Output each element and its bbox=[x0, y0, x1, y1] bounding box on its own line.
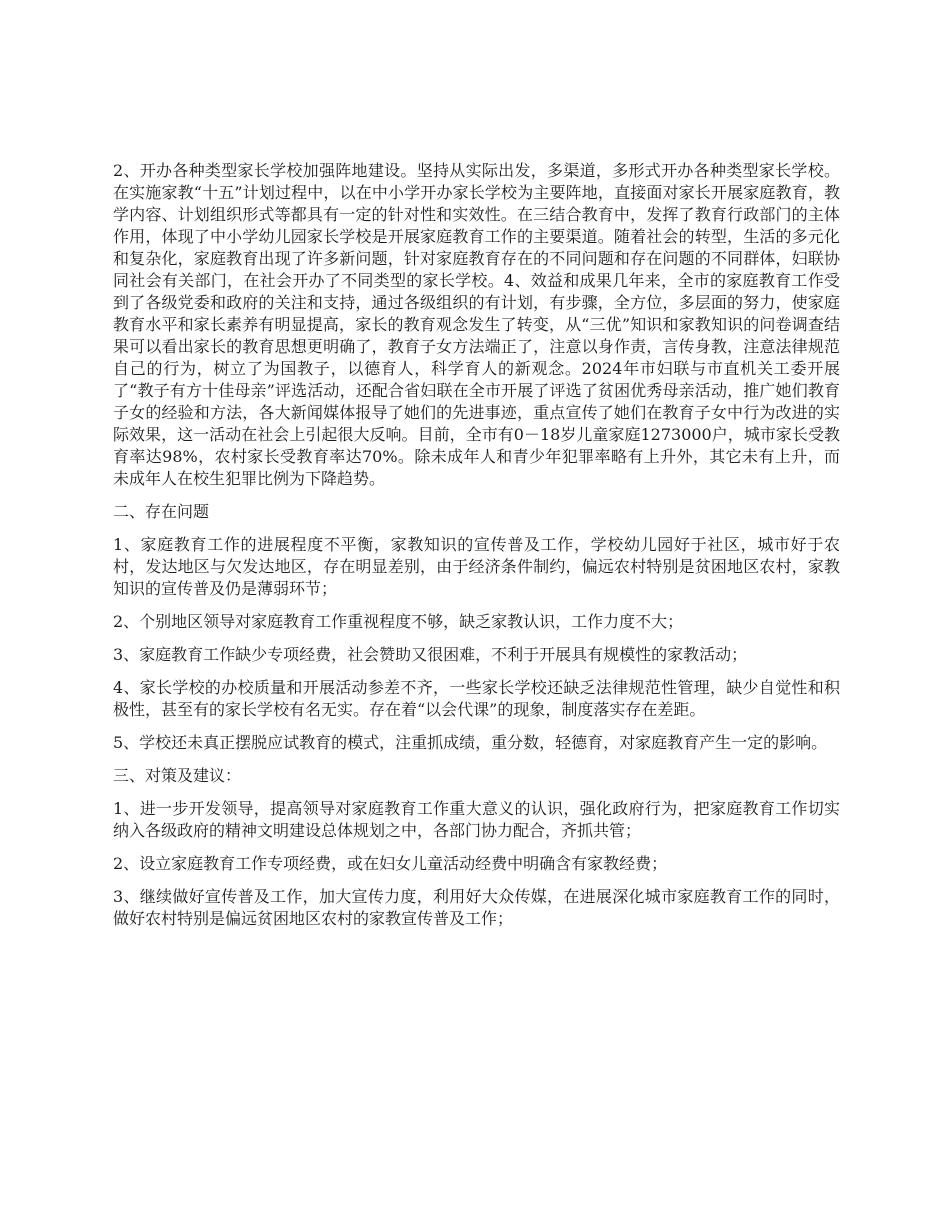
paragraph-problem-3: 3、家庭教育工作缺少专项经费，社会赞助又很困难，不利于开展具有规模性的家教活动； bbox=[113, 645, 748, 664]
paragraph-problem-2: 2、个别地区领导对家庭教育工作重视程度不够，缺乏家教认识，工作力度不大； bbox=[113, 612, 684, 631]
paragraph-parent-school-construction: 2、开办各种类型家长学校加强阵地建设。坚持从实际出发，多渠道，多形式开办各种类型家长学校。在实施家教“十五”计划过程中，以在中小学开办家长学校为主要阵地，直接面对家长开展家庭教育，教学内容、计划组织形式等都具有一定的针对性和实效性。在三结合教育中，发挥了教育行政部门的主体作用，体现了中小学幼儿园家长学校是开展家庭教育工作的主要渠道。随着社会的转型，生活的多元化和复杂化，家庭教育出现了许多新问题，针对家庭教育存在的不同问题和存在问题的不同群体，妇联协同社会有关部门，在社会开办了不同类型的家长学校。4、效益和成果几年来，全市的家庭教育工作受到了各级党委和政府的关注和支持，通过各级组织的有计划，有步骤，全方位，多层面的努力，使家庭教育水平和家长素养有明显提高，家长的教育观念发生了转变，从“三优”知识和家教知识的问卷调查结果可以看出家长的教育思想更明确了，教育子女方法端正了，注意以身作责，言传身教，注意法律规范自己的行为，树立了为国教子，以德育人，科学育人的新观念。2024年市妇联与市直机关工委开展了“教子有方十佳母亲”评选活动，还配合省妇联在全市开展了评选了贫困优秀母亲活动，推广她们教育子女的经验和方法，各大新闻媒体报导了她们的先进事迹，重点宣传了她们在教育子女中行为改进的实际效果，这一活动在社会上引起很大反响。目前，全市有0－18岁儿童家庭1273000户，城市家长受教育率达98%，农村家长受教育率达70%。除未成年人和青少年犯罪率略有上升外，其它未有上升，而未成年人在校生犯罪比例为下降趋势。 bbox=[113, 161, 840, 488]
paragraph-suggestion-2: 2、设立家庭教育工作专项经费，或在妇女儿童活动经费中明确含有家教经费； bbox=[113, 854, 668, 873]
document-body bbox=[113, 160, 840, 941]
paragraph-problem-5: 5、学校还未真正摆脱应试教育的模式，注重抓成绩，重分数，轻德育，对家庭教育产生一定的影响。 bbox=[113, 733, 828, 752]
paragraph-problem-4: 4、家长学校的办校质量和开展活动参差不齐，一些家长学校还缺乏法律规范性管理，缺少自觉性和积极性，甚至有的家长学校有名无实。存在着“以会代课”的现象，制度落实存在差距。 bbox=[113, 678, 840, 719]
paragraph-suggestion-3: 3、继续做好宣传普及工作，加大宣传力度，利用好大众传媒，在进展深化城市家庭教育工作的同时，做好农村特别是偏远贫困地区农村的家教宣传普及工作； bbox=[113, 887, 840, 928]
paragraph-suggestion-1: 1、进一步开发领导，提高领导对家庭教育工作重大意义的认识，强化政府行为，把家庭教育工作切实纳入各级政府的精神文明建设总体规划之中，各部门协力配合，齐抓共管； bbox=[113, 799, 840, 840]
paragraph-problem-1: 1、家庭教育工作的进展程度不平衡，家教知识的宣传普及工作，学校幼儿园好于社区，城市好于农村，发达地区与欠发达地区，存在明显差别，由于经济条件制约，偏远农村特别是贫困地区农村，家教知识的宣传普及仍是薄弱环节； bbox=[113, 535, 840, 598]
section-heading-problems: 二、存在问题 bbox=[113, 502, 210, 521]
section-heading-suggestions: 三、对策及建议： bbox=[113, 766, 242, 785]
